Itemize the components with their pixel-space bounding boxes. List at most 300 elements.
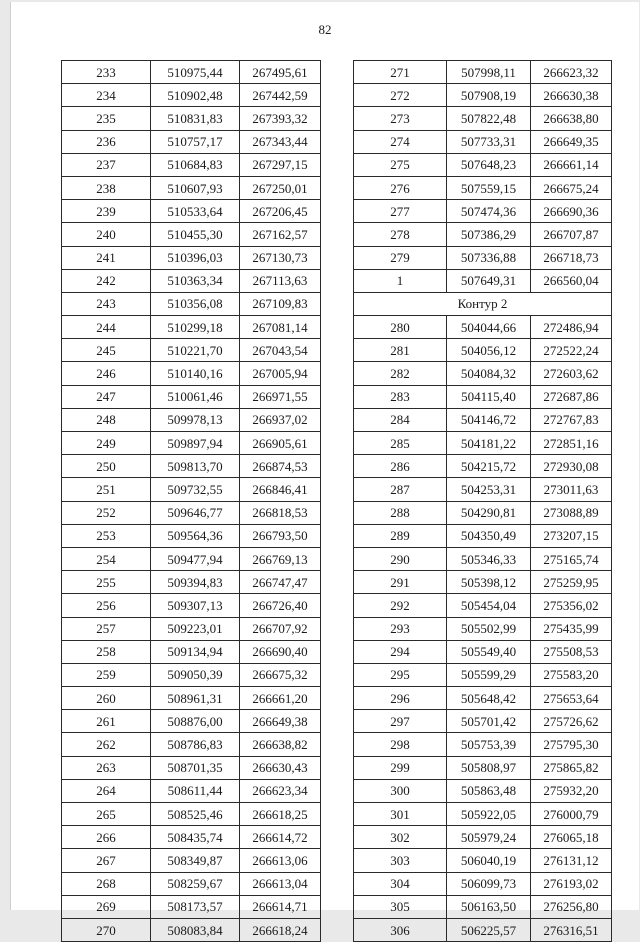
x-coordinate-cell: 507649,31 bbox=[447, 269, 531, 292]
point-number-cell: 277 bbox=[354, 200, 447, 223]
point-number-cell: 255 bbox=[62, 571, 151, 594]
x-coordinate-cell: 510831,83 bbox=[151, 107, 240, 130]
x-coordinate-cell: 510684,83 bbox=[151, 153, 240, 176]
table-row bbox=[354, 501, 612, 524]
x-coordinate-cell: 509134,94 bbox=[151, 640, 240, 663]
table-row bbox=[62, 872, 321, 895]
x-coordinate-cell: 509394,83 bbox=[151, 571, 240, 594]
x-coordinate-cell: 509307,13 bbox=[151, 594, 240, 617]
x-coordinate-cell: 510356,08 bbox=[151, 292, 240, 315]
y-coordinate-cell: 267442,59 bbox=[240, 84, 321, 107]
y-coordinate-cell: 267495,61 bbox=[240, 61, 321, 84]
y-coordinate-cell: 267162,57 bbox=[240, 223, 321, 246]
x-coordinate-cell: 510299,18 bbox=[151, 316, 240, 339]
x-coordinate-cell: 507822,48 bbox=[447, 107, 531, 130]
table-row bbox=[62, 501, 321, 524]
x-coordinate-cell: 508435,74 bbox=[151, 826, 240, 849]
y-coordinate-cell: 272930,08 bbox=[531, 455, 612, 478]
table-row bbox=[62, 84, 321, 107]
table-row bbox=[354, 663, 612, 686]
point-number-cell: 235 bbox=[62, 107, 151, 130]
table-row bbox=[354, 107, 612, 130]
y-coordinate-cell: 266874,53 bbox=[240, 455, 321, 478]
x-coordinate-cell: 508525,46 bbox=[151, 803, 240, 826]
point-number-cell: 265 bbox=[62, 803, 151, 826]
y-coordinate-cell: 275726,62 bbox=[531, 710, 612, 733]
y-coordinate-cell: 266613,04 bbox=[240, 872, 321, 895]
table-row bbox=[62, 918, 321, 941]
point-number-cell: 250 bbox=[62, 455, 151, 478]
point-number-cell: 257 bbox=[62, 617, 151, 640]
point-number-cell: 244 bbox=[62, 316, 151, 339]
table-row bbox=[62, 107, 321, 130]
y-coordinate-cell: 266661,20 bbox=[240, 687, 321, 710]
y-coordinate-cell: 273088,89 bbox=[531, 501, 612, 524]
table-row bbox=[354, 710, 612, 733]
table-row bbox=[354, 130, 612, 153]
point-number-cell: 241 bbox=[62, 246, 151, 269]
x-coordinate-cell: 504146,72 bbox=[447, 408, 531, 431]
x-coordinate-cell: 510533,64 bbox=[151, 200, 240, 223]
x-coordinate-cell: 510396,03 bbox=[151, 246, 240, 269]
point-number-cell: 290 bbox=[354, 547, 447, 570]
point-number-cell: 291 bbox=[354, 571, 447, 594]
x-coordinate-cell: 510061,46 bbox=[151, 385, 240, 408]
point-number-cell: 243 bbox=[62, 292, 151, 315]
x-coordinate-cell: 505979,24 bbox=[447, 826, 531, 849]
table-row bbox=[354, 269, 612, 292]
x-coordinate-cell: 506099,73 bbox=[447, 872, 531, 895]
x-coordinate-cell: 510757,17 bbox=[151, 130, 240, 153]
table-row bbox=[354, 756, 612, 779]
point-number-cell: 268 bbox=[62, 872, 151, 895]
point-number-cell: 288 bbox=[354, 501, 447, 524]
point-number-cell: 287 bbox=[354, 478, 447, 501]
point-number-cell: 238 bbox=[62, 176, 151, 199]
point-number-cell: 282 bbox=[354, 362, 447, 385]
y-coordinate-cell: 266718,73 bbox=[531, 246, 612, 269]
table-row bbox=[62, 803, 321, 826]
table-row bbox=[354, 779, 612, 802]
y-coordinate-cell: 266707,87 bbox=[531, 223, 612, 246]
point-number-cell: 264 bbox=[62, 779, 151, 802]
x-coordinate-cell: 505648,42 bbox=[447, 687, 531, 710]
coordinates-table-right bbox=[353, 60, 612, 942]
point-number-cell: 248 bbox=[62, 408, 151, 431]
x-coordinate-cell: 506225,57 bbox=[447, 918, 531, 941]
point-number-cell: 269 bbox=[62, 895, 151, 918]
y-coordinate-cell: 266726,40 bbox=[240, 594, 321, 617]
x-coordinate-cell: 505753,39 bbox=[447, 733, 531, 756]
document-page bbox=[10, 2, 639, 938]
table-row bbox=[354, 849, 612, 872]
x-coordinate-cell: 504044,66 bbox=[447, 316, 531, 339]
point-number-cell: 299 bbox=[354, 756, 447, 779]
table-row bbox=[62, 849, 321, 872]
table-row bbox=[62, 223, 321, 246]
table-row bbox=[354, 594, 612, 617]
table-row bbox=[62, 895, 321, 918]
y-coordinate-cell: 266661,14 bbox=[531, 153, 612, 176]
x-coordinate-cell: 509050,39 bbox=[151, 663, 240, 686]
x-coordinate-cell: 509732,55 bbox=[151, 478, 240, 501]
table-row bbox=[62, 246, 321, 269]
table-row bbox=[62, 571, 321, 594]
point-number-cell: 1 bbox=[354, 269, 447, 292]
x-coordinate-cell: 506163,50 bbox=[447, 895, 531, 918]
point-number-cell: 283 bbox=[354, 385, 447, 408]
x-coordinate-cell: 509897,94 bbox=[151, 432, 240, 455]
x-coordinate-cell: 508083,84 bbox=[151, 918, 240, 941]
y-coordinate-cell: 275583,20 bbox=[531, 663, 612, 686]
x-coordinate-cell: 509813,70 bbox=[151, 455, 240, 478]
y-coordinate-cell: 266618,24 bbox=[240, 918, 321, 941]
table-row bbox=[354, 872, 612, 895]
section-label: Контур 2 bbox=[354, 292, 612, 315]
point-number-cell: 289 bbox=[354, 524, 447, 547]
point-number-cell: 303 bbox=[354, 849, 447, 872]
table-row bbox=[354, 918, 612, 941]
y-coordinate-cell: 266769,13 bbox=[240, 547, 321, 570]
x-coordinate-cell: 510221,70 bbox=[151, 339, 240, 362]
point-number-cell: 245 bbox=[62, 339, 151, 362]
y-coordinate-cell: 267113,63 bbox=[240, 269, 321, 292]
table-row bbox=[354, 339, 612, 362]
x-coordinate-cell: 504084,32 bbox=[447, 362, 531, 385]
x-coordinate-cell: 504253,31 bbox=[447, 478, 531, 501]
x-coordinate-cell: 504181,22 bbox=[447, 432, 531, 455]
point-number-cell: 280 bbox=[354, 316, 447, 339]
table-row bbox=[354, 176, 612, 199]
y-coordinate-cell: 266613,06 bbox=[240, 849, 321, 872]
y-coordinate-cell: 276256,80 bbox=[531, 895, 612, 918]
x-coordinate-cell: 508786,83 bbox=[151, 733, 240, 756]
point-number-cell: 252 bbox=[62, 501, 151, 524]
y-coordinate-cell: 275865,82 bbox=[531, 756, 612, 779]
y-coordinate-cell: 276000,79 bbox=[531, 803, 612, 826]
y-coordinate-cell: 275259,95 bbox=[531, 571, 612, 594]
point-number-cell: 302 bbox=[354, 826, 447, 849]
x-coordinate-cell: 508876,00 bbox=[151, 710, 240, 733]
y-coordinate-cell: 266630,43 bbox=[240, 756, 321, 779]
point-number-cell: 305 bbox=[354, 895, 447, 918]
x-coordinate-cell: 507559,15 bbox=[447, 176, 531, 199]
table-row bbox=[354, 478, 612, 501]
x-coordinate-cell: 507998,11 bbox=[447, 61, 531, 84]
y-coordinate-cell: 267005,94 bbox=[240, 362, 321, 385]
table-row bbox=[62, 153, 321, 176]
table-row bbox=[62, 779, 321, 802]
x-coordinate-cell: 506040,19 bbox=[447, 849, 531, 872]
x-coordinate-cell: 505599,29 bbox=[447, 663, 531, 686]
y-coordinate-cell: 273207,15 bbox=[531, 524, 612, 547]
table-row bbox=[62, 362, 321, 385]
y-coordinate-cell: 276316,51 bbox=[531, 918, 612, 941]
point-number-cell: 285 bbox=[354, 432, 447, 455]
y-coordinate-cell: 272687,86 bbox=[531, 385, 612, 408]
x-coordinate-cell: 505454,04 bbox=[447, 594, 531, 617]
y-coordinate-cell: 275435,99 bbox=[531, 617, 612, 640]
y-coordinate-cell: 267043,54 bbox=[240, 339, 321, 362]
point-number-cell: 266 bbox=[62, 826, 151, 849]
point-number-cell: 296 bbox=[354, 687, 447, 710]
y-coordinate-cell: 267081,14 bbox=[240, 316, 321, 339]
x-coordinate-cell: 507908,19 bbox=[447, 84, 531, 107]
point-number-cell: 240 bbox=[62, 223, 151, 246]
point-number-cell: 247 bbox=[62, 385, 151, 408]
point-number-cell: 275 bbox=[354, 153, 447, 176]
x-coordinate-cell: 510363,34 bbox=[151, 269, 240, 292]
x-coordinate-cell: 504115,40 bbox=[447, 385, 531, 408]
x-coordinate-cell: 508611,44 bbox=[151, 779, 240, 802]
table-row bbox=[354, 640, 612, 663]
point-number-cell: 261 bbox=[62, 710, 151, 733]
point-number-cell: 260 bbox=[62, 687, 151, 710]
point-number-cell: 236 bbox=[62, 130, 151, 153]
point-number-cell: 304 bbox=[354, 872, 447, 895]
table-row bbox=[354, 385, 612, 408]
y-coordinate-cell: 267297,15 bbox=[240, 153, 321, 176]
x-coordinate-cell: 510902,48 bbox=[151, 84, 240, 107]
point-number-cell: 273 bbox=[354, 107, 447, 130]
point-number-cell: 262 bbox=[62, 733, 151, 756]
x-coordinate-cell: 504350,49 bbox=[447, 524, 531, 547]
x-coordinate-cell: 505701,42 bbox=[447, 710, 531, 733]
x-coordinate-cell: 510455,30 bbox=[151, 223, 240, 246]
y-coordinate-cell: 266818,53 bbox=[240, 501, 321, 524]
y-coordinate-cell: 266707,92 bbox=[240, 617, 321, 640]
y-coordinate-cell: 267109,83 bbox=[240, 292, 321, 315]
x-coordinate-cell: 505502,99 bbox=[447, 617, 531, 640]
y-coordinate-cell: 266937,02 bbox=[240, 408, 321, 431]
y-coordinate-cell: 272522,24 bbox=[531, 339, 612, 362]
table-row bbox=[62, 640, 321, 663]
y-coordinate-cell: 275653,64 bbox=[531, 687, 612, 710]
x-coordinate-cell: 508259,67 bbox=[151, 872, 240, 895]
table-row bbox=[62, 687, 321, 710]
y-coordinate-cell: 276065,18 bbox=[531, 826, 612, 849]
table-row bbox=[62, 432, 321, 455]
table-row bbox=[354, 84, 612, 107]
y-coordinate-cell: 266618,25 bbox=[240, 803, 321, 826]
x-coordinate-cell: 504215,72 bbox=[447, 455, 531, 478]
table-row bbox=[62, 524, 321, 547]
table-row bbox=[62, 617, 321, 640]
y-coordinate-cell: 266560,04 bbox=[531, 269, 612, 292]
point-number-cell: 254 bbox=[62, 547, 151, 570]
y-coordinate-cell: 266630,38 bbox=[531, 84, 612, 107]
point-number-cell: 284 bbox=[354, 408, 447, 431]
table-row bbox=[354, 408, 612, 431]
point-number-cell: 239 bbox=[62, 200, 151, 223]
coordinates-table-right-body bbox=[354, 61, 612, 942]
y-coordinate-cell: 266747,47 bbox=[240, 571, 321, 594]
table-row bbox=[354, 687, 612, 710]
point-number-cell: 251 bbox=[62, 478, 151, 501]
y-coordinate-cell: 267343,44 bbox=[240, 130, 321, 153]
x-coordinate-cell: 510140,16 bbox=[151, 362, 240, 385]
point-number-cell: 286 bbox=[354, 455, 447, 478]
y-coordinate-cell: 266690,36 bbox=[531, 200, 612, 223]
x-coordinate-cell: 508349,87 bbox=[151, 849, 240, 872]
y-coordinate-cell: 266905,61 bbox=[240, 432, 321, 455]
x-coordinate-cell: 505398,12 bbox=[447, 571, 531, 594]
y-coordinate-cell: 267130,73 bbox=[240, 246, 321, 269]
table-row bbox=[354, 733, 612, 756]
point-number-cell: 276 bbox=[354, 176, 447, 199]
table-row bbox=[354, 617, 612, 640]
x-coordinate-cell: 505863,48 bbox=[447, 779, 531, 802]
y-coordinate-cell: 276131,12 bbox=[531, 849, 612, 872]
x-coordinate-cell: 504290,81 bbox=[447, 501, 531, 524]
table-row bbox=[354, 826, 612, 849]
y-coordinate-cell: 266649,38 bbox=[240, 710, 321, 733]
y-coordinate-cell: 267393,32 bbox=[240, 107, 321, 130]
y-coordinate-cell: 266623,34 bbox=[240, 779, 321, 802]
point-number-cell: 306 bbox=[354, 918, 447, 941]
point-number-cell: 259 bbox=[62, 663, 151, 686]
table-row bbox=[354, 524, 612, 547]
table-row bbox=[354, 246, 612, 269]
table-row bbox=[354, 571, 612, 594]
y-coordinate-cell: 266675,24 bbox=[531, 176, 612, 199]
y-coordinate-cell: 276193,02 bbox=[531, 872, 612, 895]
table-row bbox=[62, 292, 321, 315]
table-row bbox=[62, 130, 321, 153]
point-number-cell: 267 bbox=[62, 849, 151, 872]
y-coordinate-cell: 266638,82 bbox=[240, 733, 321, 756]
x-coordinate-cell: 505549,40 bbox=[447, 640, 531, 663]
y-coordinate-cell: 266638,80 bbox=[531, 107, 612, 130]
x-coordinate-cell: 509223,01 bbox=[151, 617, 240, 640]
table-row bbox=[62, 710, 321, 733]
x-coordinate-cell: 507474,36 bbox=[447, 200, 531, 223]
table-row bbox=[62, 478, 321, 501]
point-number-cell: 279 bbox=[354, 246, 447, 269]
point-number-cell: 272 bbox=[354, 84, 447, 107]
table-row bbox=[354, 61, 612, 84]
table-row bbox=[62, 269, 321, 292]
x-coordinate-cell: 509477,94 bbox=[151, 547, 240, 570]
table-row bbox=[62, 61, 321, 84]
y-coordinate-cell: 275356,02 bbox=[531, 594, 612, 617]
y-coordinate-cell: 266690,40 bbox=[240, 640, 321, 663]
table-row bbox=[62, 547, 321, 570]
table-row bbox=[354, 432, 612, 455]
y-coordinate-cell: 275508,53 bbox=[531, 640, 612, 663]
y-coordinate-cell: 275165,74 bbox=[531, 547, 612, 570]
table-row bbox=[354, 547, 612, 570]
y-coordinate-cell: 266614,71 bbox=[240, 895, 321, 918]
y-coordinate-cell: 272767,83 bbox=[531, 408, 612, 431]
table-row bbox=[354, 153, 612, 176]
table-row bbox=[62, 733, 321, 756]
table-row bbox=[62, 408, 321, 431]
x-coordinate-cell: 508701,35 bbox=[151, 756, 240, 779]
table-row bbox=[62, 385, 321, 408]
x-coordinate-cell: 505808,97 bbox=[447, 756, 531, 779]
x-coordinate-cell: 510607,93 bbox=[151, 176, 240, 199]
y-coordinate-cell: 272603,62 bbox=[531, 362, 612, 385]
point-number-cell: 271 bbox=[354, 61, 447, 84]
x-coordinate-cell: 508173,57 bbox=[151, 895, 240, 918]
table-row bbox=[62, 756, 321, 779]
x-coordinate-cell: 510975,44 bbox=[151, 61, 240, 84]
table-row bbox=[354, 362, 612, 385]
x-coordinate-cell: 509646,77 bbox=[151, 501, 240, 524]
x-coordinate-cell: 508961,31 bbox=[151, 687, 240, 710]
coordinates-table-left-body bbox=[62, 61, 321, 942]
point-number-cell: 233 bbox=[62, 61, 151, 84]
table-row bbox=[354, 803, 612, 826]
point-number-cell: 293 bbox=[354, 617, 447, 640]
table-row bbox=[62, 594, 321, 617]
x-coordinate-cell: 507733,31 bbox=[447, 130, 531, 153]
x-coordinate-cell: 507648,23 bbox=[447, 153, 531, 176]
coordinates-table-left bbox=[61, 60, 321, 942]
x-coordinate-cell: 505922,05 bbox=[447, 803, 531, 826]
point-number-cell: 237 bbox=[62, 153, 151, 176]
point-number-cell: 295 bbox=[354, 663, 447, 686]
y-coordinate-cell: 267250,01 bbox=[240, 176, 321, 199]
point-number-cell: 301 bbox=[354, 803, 447, 826]
table-row bbox=[354, 200, 612, 223]
x-coordinate-cell: 509564,36 bbox=[151, 524, 240, 547]
point-number-cell: 249 bbox=[62, 432, 151, 455]
point-number-cell: 253 bbox=[62, 524, 151, 547]
page-number: 82 bbox=[318, 22, 332, 37]
y-coordinate-cell: 275932,20 bbox=[531, 779, 612, 802]
point-number-cell: 246 bbox=[62, 362, 151, 385]
x-coordinate-cell: 507386,29 bbox=[447, 223, 531, 246]
point-number-cell: 258 bbox=[62, 640, 151, 663]
y-coordinate-cell: 266846,41 bbox=[240, 478, 321, 501]
point-number-cell: 270 bbox=[62, 918, 151, 941]
y-coordinate-cell: 272851,16 bbox=[531, 432, 612, 455]
y-coordinate-cell: 272486,94 bbox=[531, 316, 612, 339]
table-row bbox=[62, 826, 321, 849]
table-row bbox=[62, 200, 321, 223]
table-row bbox=[62, 663, 321, 686]
section-header-row bbox=[354, 292, 612, 315]
y-coordinate-cell: 266614,72 bbox=[240, 826, 321, 849]
x-coordinate-cell: 507336,88 bbox=[447, 246, 531, 269]
table-row bbox=[62, 176, 321, 199]
y-coordinate-cell: 273011,63 bbox=[531, 478, 612, 501]
x-coordinate-cell: 504056,12 bbox=[447, 339, 531, 362]
point-number-cell: 281 bbox=[354, 339, 447, 362]
point-number-cell: 292 bbox=[354, 594, 447, 617]
table-row bbox=[354, 455, 612, 478]
x-coordinate-cell: 509978,13 bbox=[151, 408, 240, 431]
point-number-cell: 297 bbox=[354, 710, 447, 733]
point-number-cell: 278 bbox=[354, 223, 447, 246]
y-coordinate-cell: 266793,50 bbox=[240, 524, 321, 547]
table-row bbox=[62, 339, 321, 362]
y-coordinate-cell: 275795,30 bbox=[531, 733, 612, 756]
y-coordinate-cell: 266971,55 bbox=[240, 385, 321, 408]
table-row bbox=[62, 455, 321, 478]
table-row bbox=[354, 223, 612, 246]
y-coordinate-cell: 267206,45 bbox=[240, 200, 321, 223]
y-coordinate-cell: 266649,35 bbox=[531, 130, 612, 153]
table-row bbox=[354, 316, 612, 339]
y-coordinate-cell: 266623,32 bbox=[531, 61, 612, 84]
point-number-cell: 274 bbox=[354, 130, 447, 153]
point-number-cell: 242 bbox=[62, 269, 151, 292]
point-number-cell: 234 bbox=[62, 84, 151, 107]
x-coordinate-cell: 505346,33 bbox=[447, 547, 531, 570]
